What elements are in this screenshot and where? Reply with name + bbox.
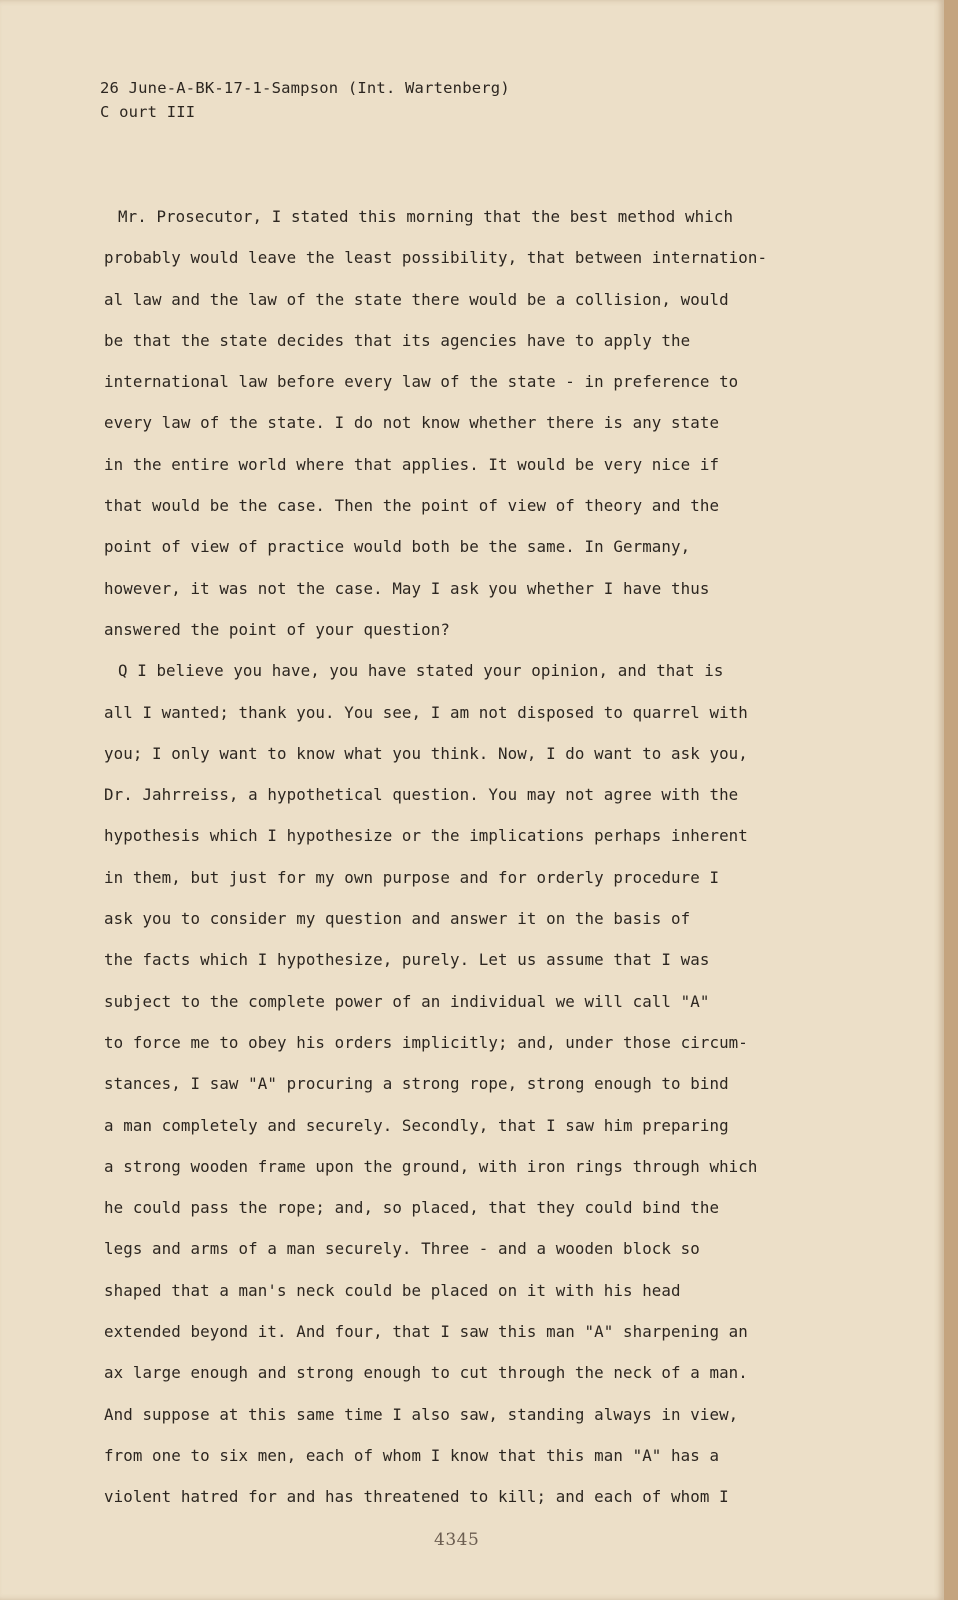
text-line: violent hatred for and has threatened to kill; and each of whom I: [104, 1487, 729, 1507]
text-line: legs and arms of a man securely. Three - and a wooden block so: [104, 1239, 700, 1259]
paragraph-answer: [104, 196, 824, 650]
text-line: in the entire world where that applies. It would be very nice if: [104, 454, 720, 474]
text-line: hypothesis which I hypothesize or the implications perhaps inherent: [104, 826, 748, 846]
document-header: [100, 76, 510, 124]
text-line: a strong wooden frame upon the ground, with iron rings through which: [104, 1156, 758, 1176]
text-line: probably would leave the least possibility, that between internation-: [104, 248, 768, 268]
paragraph-question: [104, 650, 824, 1517]
text-line: Dr. Jahrreiss, a hypothetical question. You may not agree with the: [104, 785, 739, 805]
text-line: to force me to obey his orders implicitly; and, under those circum-: [104, 1032, 748, 1052]
page-number: 4345: [434, 1530, 480, 1550]
text-line: you; I only want to know what you think. Now, I do want to ask you,: [104, 743, 748, 763]
transcript-body: [104, 196, 824, 1518]
text-line: every law of the state. I do not know whether there is any state: [104, 413, 720, 433]
text-line: And suppose at this same time I also saw, standing always in view,: [104, 1404, 739, 1424]
text-line: be that the state decides that its agencies have to apply the: [104, 330, 691, 350]
text-line: answered the point of your question?: [104, 619, 450, 639]
text-line: all I wanted; thank you. You see, I am not disposed to quarrel with: [104, 702, 748, 722]
text-line: stances, I saw "A" procuring a strong rope, strong enough to bind: [104, 1074, 729, 1094]
text-line: shaped that a man's neck could be placed on it with his head: [104, 1280, 681, 1300]
text-line: the facts which I hypothesize, purely. Let us assume that I was: [104, 950, 710, 970]
text-line: extended beyond it. And four, that I saw this man "A" sharpening an: [104, 1322, 748, 1342]
text-line: that would be the case. Then the point of view of theory and the: [104, 496, 720, 516]
text-line: ask you to consider my question and answer it on the basis of: [104, 909, 691, 929]
text-line: international law before every law of the state - in preference to: [104, 372, 739, 392]
text-line: point of view of practice would both be the same. In Germany,: [104, 537, 691, 557]
text-line: from one to six men, each of whom I know that this man "A" has a: [104, 1445, 720, 1465]
text-line: however, it was not the case. May I ask you whether I have thus: [104, 578, 710, 598]
text-line: subject to the complete power of an individual we will call "A": [104, 991, 710, 1011]
text-line: he could pass the rope; and, so placed, that they could bind the: [104, 1198, 720, 1218]
header-reference-line: 26 June-A-BK-17-1-Sampson (Int. Wartenberg): [100, 79, 510, 97]
text-line: al law and the law of the state there would be a collision, would: [104, 289, 729, 309]
text-line: Q I believe you have, you have stated your opinion, and that is: [118, 661, 724, 681]
text-line: Mr. Prosecutor, I stated this morning that the best method which: [118, 207, 734, 226]
text-line: ax large enough and strong enough to cut through the neck of a man.: [104, 1363, 748, 1383]
header-court-line: C ourt III: [100, 103, 196, 121]
text-line: a man completely and securely. Secondly, that I saw him preparing: [104, 1115, 729, 1135]
text-line: in them, but just for my own purpose and for orderly procedure I: [104, 867, 720, 887]
